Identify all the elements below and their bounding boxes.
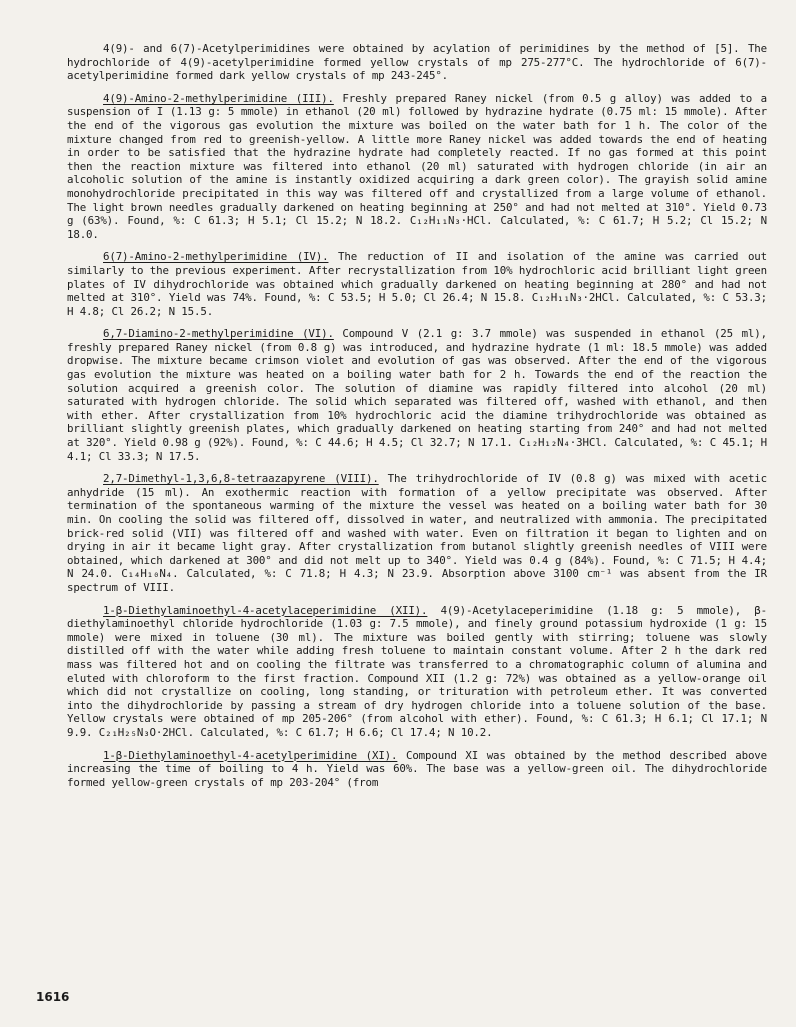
experimental-text — [67, 42, 767, 798]
compound-heading: 6,7-Diamino-2-methylperimidine (VI). — [103, 327, 334, 341]
compound-heading: 1-β-Diethylaminoethyl-4-acetylaceperimidine (XII). — [103, 603, 428, 617]
paragraph-body: 4(9)- and 6(7)-Acetylperimidines were obtained by acylation of perimidines by the method of [5]. The hydrochloride of 4(9)-acetylperimidine formed yellow crystals of mp 275-277°C. The hydrochloride of 6(7)-acetylperimidine formed dark yellow crystals of mp 243-245°. — [67, 42, 767, 83]
paragraph-compound-xii — [67, 604, 767, 740]
compound-heading: 6(7)-Amino-2-methylperimidine (IV). — [103, 250, 329, 264]
compound-heading: 4(9)-Amino-2-methylperimidine (III). — [103, 91, 334, 105]
paragraph-body: 4(9)-Acetylaceperimidine (1.18 g: 5 mmole), β-diethylaminoethyl chloride hydrochloride (1.03 g: 7.5 mmole), and finely ground potassium hydroxide (1 g: 15 mmole) were mixed in toluene (30 ml). The mixture was boiled gently with stirring; toluene was slowly distilled off with the water while adding fresh toluene to maintain constant volume. After 2 h the dark red mass was filtered hot and on cooling the filtrate was transferred to a chromatographic column of alumina and eluted with chloroform to the first fraction. Compound XII (1.2 g: 72%) was obtained as a yellow-orange oil which did not crystallize on cooling, long standing, or trituration with petroleum ether. It was converted into the dihydrochloride by passing a stream of dry hydrogen chloride into a toluene solution of the base. Yellow crystals were obtained of mp 205-206° (from alcohol with ether). Found, %: C 61.3; H 6.1; Cl 17.1; N 9.9. C₂₁H₂₅N₃O·2HCl. Calculated, %: C 61.7; H 6.6; Cl 17.4; N 10.2. — [67, 603, 767, 739]
paragraph-body: Freshly prepared Raney nickel (from 0.5 g alloy) was added to a suspension of I (1.13 g: 5 mmole) in ethanol (20 ml) followed by hydrazine hydrate (0.75 ml: 15 mmole). After the end of the vigorous gas evolution the mixture was boiled on the water bath for 1 h. The color of the mixture changed from red to greenish-yellow. A little more Raney nickel was added towards the end of heating in order to be satisfied that the hydrazine hydrate had completely reacted. If no gas formed at this point then the reaction mixture was filtered into ethanol (20 ml) saturated with hydrogen chloride (in air an alcoholic solution of the amine is instantly oxidized acquiring a dark green color). The grayish solid amine monohydrochloride precipitated in this way was filtered off and crystallized from a large volume of ethanol. The light brown needles gradually darkened on heating beginning at 250° and had not melted at 310°. Yield 0.73 g (63%). Found, %: C 61.3; H 5.1; Cl 15.2; N 18.2. C₁₂H₁₁N₃·HCl. Calculated, %: C 61.7; H 5.2; Cl 15.2; N 18.0. — [67, 91, 767, 241]
paragraph-compound-xi — [67, 749, 767, 790]
paragraph-compound-iii — [67, 92, 767, 242]
compound-heading: 1-β-Diethylaminoethyl-4-acetylperimidine (XI). — [103, 748, 398, 762]
paragraph-body: Compound XI was obtained by the method described above increasing the time of boiling to 4 h. Yield was 60%. The base was a yellow-green oil. The dihydrochloride formed yellow-green crystals of mp 203-204° (from — [67, 748, 767, 789]
paragraph-compound-iv — [67, 250, 767, 318]
page-number: 1616 — [36, 990, 70, 1004]
paragraph-compound-viii — [67, 472, 767, 594]
paragraph-compound-vi — [67, 327, 767, 463]
paragraph-body: The reduction of II and isolation of the amine was carried out similarly to the previous experiment. After recrystallization from 10% hydrochloric acid brilliant light green plates of IV dihydrochloride was obtained which gradually darkened on heating beginning at 280° and had not melted at 310°. Yield was 74%. Found, %: C 53.5; H 5.0; Cl 26.4; N 15.8. C₁₂H₁₁N₃·2HCl. Calculated, %: C 53.3; H 4.8; Cl 26.2; N 15.5. — [67, 250, 767, 318]
paragraph-acetylperimidines — [67, 42, 767, 83]
paragraph-body: The trihydrochloride of IV (0.8 g) was mixed with acetic anhydride (15 ml). An exothermic reaction with formation of a yellow precipitate was observed. After termination of the spontaneous warming of the mixture the vessel was heated on a boiling water bath for 30 min. On cooling the solid was filtered off, dissolved in water, and neutralized with ammonia. The precipitated brick-red solid (VII) was filtered off and washed with water. Even on filtration it began to lighten and on drying in air it became light gray. After crystallization from butanol slightly greenish needles of VIII were obtained, which darkened at 300° and did not melt up to 340°. Yield was 0.4 g (84%). Found, %: C 71.5; H 4.4; N 24.0. C₁₄H₁₀N₄. Calculated, %: C 71.8; H 4.3; N 23.9. Absorption above 3100 cm⁻¹ was absent from the IR spectrum of VIII. — [67, 472, 768, 594]
compound-heading: 2,7-Dimethyl-1,3,6,8-tetraazapyrene (VIII). — [103, 472, 379, 486]
paragraph-body: Compound V (2.1 g: 3.7 mmole) was suspended in ethanol (25 ml), freshly prepared Raney nickel (from 0.8 g) was introduced, and hydrazine hydrate (1 ml: 18.5 mmole) was added dropwise. The mixture became crimson violet and evolution of gas was observed. After the end of the vigorous gas evolution the mixture was heated on a boiling water bath for 2 h. Towards the end of the reaction the solution acquired a greenish color. The solution of diamine was rapidly filtered into alcohol (20 ml) saturated with hydrogen chloride. The solid which separated was filtered off, washed with ethanol, and then with ether. After crystallization from 10% hydrochloric acid the diamine trihydrochloride was obtained as brilliant slightly greenish plates, which gradually darkened on heating starting from 240° and had not melted at 320°. Yield 0.98 g (92%). Found, %: C 44.6; H 4.5; Cl 32.7; N 17.1. C₁₂H₁₂N₄·3HCl. Calculated, %: C 45.1; H 4.1; Cl 33.3; N 17.5. — [67, 327, 767, 463]
